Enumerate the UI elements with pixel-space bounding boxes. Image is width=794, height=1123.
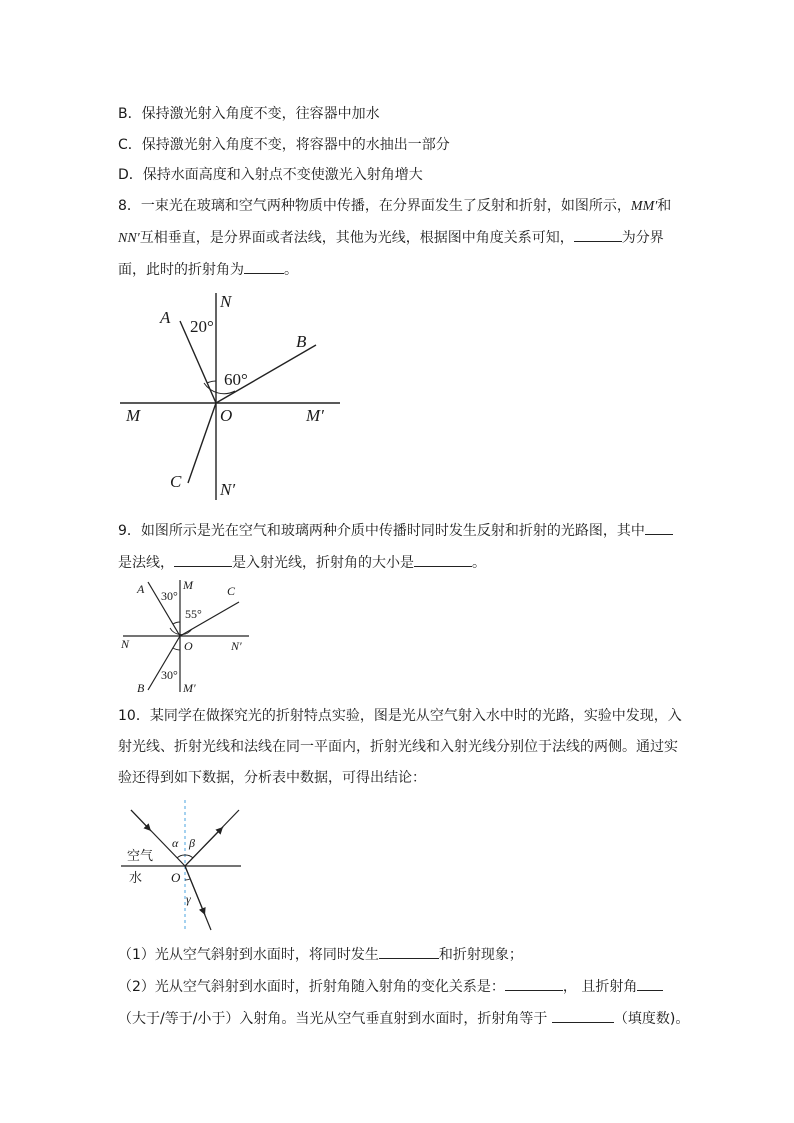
q9-angle-b: 30° xyxy=(161,668,178,682)
q9-figure xyxy=(115,576,260,698)
q10-label-o: O xyxy=(171,870,181,885)
q8-nn: NN′ xyxy=(118,231,140,246)
q9-text3: 是入射光线，折射角的大小是 xyxy=(232,555,414,571)
q9-blank-3[interactable] xyxy=(414,552,472,567)
q8-text5: 。 xyxy=(284,262,298,278)
q10-line2: 射光线、折射光线和法线在同一平面内，折射光线和入射光线分别位于法线的两侧。通过实 xyxy=(118,739,678,755)
q8-label-n: N xyxy=(220,292,232,311)
q8-figure xyxy=(110,285,350,510)
q9-label-m: M xyxy=(183,578,193,592)
q8-arc-20 xyxy=(207,381,216,383)
q10-sub3 xyxy=(118,1008,689,1029)
q9-angle-a: 30° xyxy=(161,589,178,603)
q8-label-n-prime: N′ xyxy=(220,480,236,499)
q10-sub2 xyxy=(118,976,663,997)
q9-label-n-prime: N′ xyxy=(231,639,242,653)
q10-sub2-text: （2）光从空气斜射到水面时，折射角随入射角的变化关系是： xyxy=(118,979,505,995)
q10-water-label: 水 xyxy=(129,871,143,886)
q8-line3 xyxy=(118,259,298,280)
q10-beta: β xyxy=(189,836,195,850)
q10-sub3-text: （大于/等于/小于）入射角。当光从空气垂直射到水面时，折射角等于 xyxy=(118,1011,552,1027)
q9-label-o: O xyxy=(184,639,193,653)
q10-refracted-arrow xyxy=(185,866,205,915)
q10-blank-1[interactable] xyxy=(379,944,439,959)
q9-label-a: A xyxy=(137,582,145,596)
q10-figure xyxy=(115,800,250,935)
q8-angle-60: 60° xyxy=(224,370,248,389)
q8-text2: 互相垂直，是分界面或者法线，其他为光线，根据图中角度关系可知， xyxy=(139,230,574,246)
q9-label-b: B xyxy=(137,681,145,695)
q10-sub2-text2: ， 且折射角 xyxy=(562,979,638,995)
q8-blank-2[interactable] xyxy=(244,259,284,274)
q8-and: 和 xyxy=(657,198,672,214)
q10-gamma: γ xyxy=(186,892,191,906)
q8-line1 xyxy=(118,196,671,217)
q10-blank-3[interactable] xyxy=(637,976,663,991)
q10-arc-beta xyxy=(185,855,193,858)
q9-arc-a xyxy=(173,622,180,624)
q8-label-b: B xyxy=(296,332,307,351)
q10-alpha: α xyxy=(172,836,179,850)
q10-line1: 10．某同学在做探究光的折射特点实验，图是光从空气射入水中时的光路，实验中发现，入 xyxy=(118,708,682,724)
q9-text2: 是法线， xyxy=(118,555,174,571)
q10-line3: 验还得到如下数据，分析表中数据，可得出结论： xyxy=(118,770,426,786)
q10-air-label: 空气 xyxy=(127,849,154,864)
q9-angle-c: 55° xyxy=(185,607,202,621)
q8-text: 8．一束光在玻璃和空气两种物质中传播，在分界面发生了反射和折射，如图所示， xyxy=(118,198,631,214)
q8-text4: 面，此时的折射角为 xyxy=(118,262,244,278)
option-b: B．保持激光射入角度不变，往容器中加水 xyxy=(118,106,380,122)
q10-arc-alpha xyxy=(177,855,185,858)
q8-blank-1[interactable] xyxy=(574,227,622,242)
q10-sub1-text2: 和折射现象； xyxy=(438,947,523,963)
q8-mm: MM′ xyxy=(630,199,658,214)
q9-blank-2[interactable] xyxy=(174,552,232,567)
q9-text: 9．如图所示是光在空气和玻璃两种介质中传播时同时发生反射和折射的光路图，其中 xyxy=(118,523,645,539)
q9-blank-1[interactable] xyxy=(645,520,673,535)
q9-label-n: N xyxy=(121,637,130,651)
q10-sub1 xyxy=(118,944,523,965)
q9-line1 xyxy=(118,520,673,541)
q8-label-o: O xyxy=(220,406,233,425)
q9-arc-b xyxy=(173,648,180,650)
q10-blank-4[interactable] xyxy=(552,1008,614,1023)
q8-ray-c xyxy=(188,403,216,483)
q8-line2 xyxy=(118,227,664,249)
q9-label-m-prime: M′ xyxy=(183,681,196,695)
q8-text3: 为分界 xyxy=(621,230,664,246)
option-c: C．保持激光射入角度不变，将容器中的水抽出一部分 xyxy=(118,137,450,153)
option-d: D．保持水面高度和入射点不变使激光入射角增大 xyxy=(118,167,423,183)
q9-line2 xyxy=(118,552,486,573)
q8-label-m-prime: M′ xyxy=(306,406,324,425)
q8-label-a: A xyxy=(160,308,171,327)
q8-label-m: M xyxy=(126,406,141,425)
q8-label-c: C xyxy=(170,472,182,491)
q9-label-c: C xyxy=(227,584,236,598)
q10-sub1-text: （1）光从空气斜射到水面时，将同时发生 xyxy=(118,947,379,963)
q9-text4: 。 xyxy=(472,555,486,571)
q10-sub3-text2: （填度数)。 xyxy=(613,1011,690,1027)
q10-blank-2[interactable] xyxy=(505,976,563,991)
q8-angle-20: 20° xyxy=(190,317,214,336)
q10-incident-arrow xyxy=(131,810,151,831)
q10-arc-gamma xyxy=(185,879,190,880)
